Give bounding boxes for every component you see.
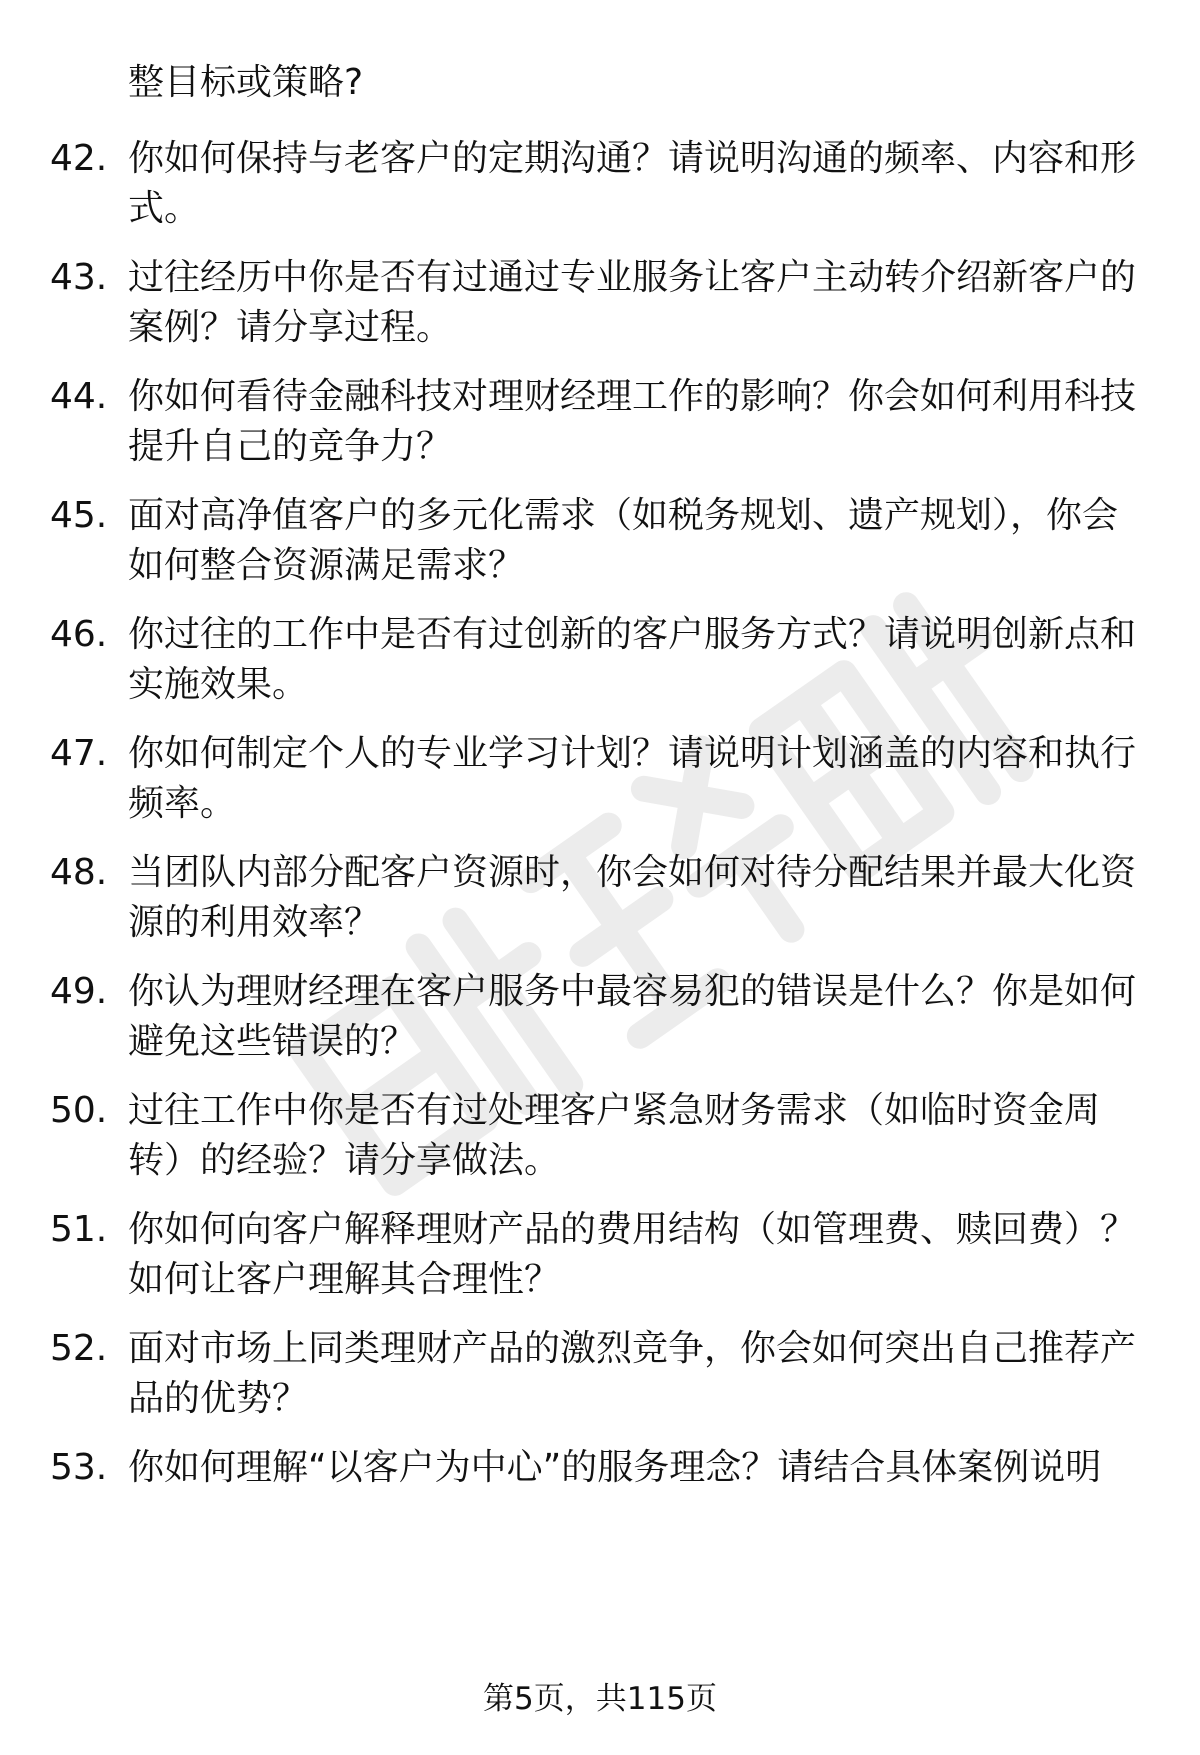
question-number: 48. <box>50 852 108 893</box>
question-number: 53. <box>50 1447 108 1488</box>
question-text-line: 当团队内部分配客户资源时，你会如何对待分配结果并最大化资 <box>128 852 1137 893</box>
question-text-line: 你如何保持与老客户的定期沟通？请说明沟通的频率、内容和形 <box>128 138 1137 179</box>
question-number: 42. <box>50 138 108 179</box>
question-text-line: 你过往的工作中是否有过创新的客户服务方式？请说明创新点和 <box>128 614 1137 655</box>
question-text-line: 案例？请分享过程。 <box>128 307 453 348</box>
question-text-line: 式。 <box>128 188 201 229</box>
question-text-line: 你如何看待金融科技对理财经理工作的影响？你会如何利用科技 <box>128 376 1137 417</box>
question-text-line: 频率。 <box>128 783 237 824</box>
question-text-line: 源的利用效率？ <box>128 902 381 943</box>
page-footer: 第5页，共115页 <box>483 1681 717 1717</box>
question-number: 44. <box>50 376 108 417</box>
question-text-line: 品的优势？ <box>128 1378 309 1419</box>
question-text-line: 如何让客户理解其合理性？ <box>128 1259 561 1300</box>
question-number: 46. <box>50 614 108 655</box>
question-number: 50. <box>50 1090 108 1131</box>
question-text-line: 你如何制定个人的专业学习计划？请说明计划涵盖的内容和执行 <box>128 733 1137 774</box>
question-text-line: 你如何理解“以客户为中心”的服务理念？请结合具体案例说明 <box>128 1447 1102 1488</box>
question-number: 47. <box>50 733 108 774</box>
continuation-line: 整目标或策略? <box>128 62 364 103</box>
question-text-line: 如何整合资源满足需求？ <box>128 545 525 586</box>
question-number: 49. <box>50 971 108 1012</box>
question-text-line: 提升自己的竞争力？ <box>128 426 453 467</box>
question-text-line: 过往经历中你是否有过通过专业服务让客户主动转介绍新客户的 <box>128 257 1137 298</box>
question-text-line: 过往工作中你是否有过处理客户紧急财务需求（如临时资金周 <box>128 1090 1101 1131</box>
question-number: 45. <box>50 495 108 536</box>
question-number: 43. <box>50 257 108 298</box>
question-text-line: 避免这些错误的？ <box>128 1021 417 1062</box>
question-text-line: 转）的经验？请分享做法。 <box>128 1140 561 1181</box>
question-text-line: 实施效果。 <box>128 664 309 705</box>
question-number: 51. <box>50 1209 108 1250</box>
question-text-line: 你如何向客户解释理财产品的费用结构（如管理费、赎回费）？ <box>128 1209 1137 1250</box>
question-number: 52. <box>50 1328 108 1369</box>
question-text-line: 你认为理财经理在客户服务中最容易犯的错误是什么？你是如何 <box>128 971 1137 1012</box>
question-text-line: 面对市场上同类理财产品的激烈竞争，你会如何突出自己推荐产 <box>128 1328 1137 1369</box>
question-text-line: 面对高净值客户的多元化需求（如税务规划、遗产规划），你会 <box>128 495 1119 536</box>
